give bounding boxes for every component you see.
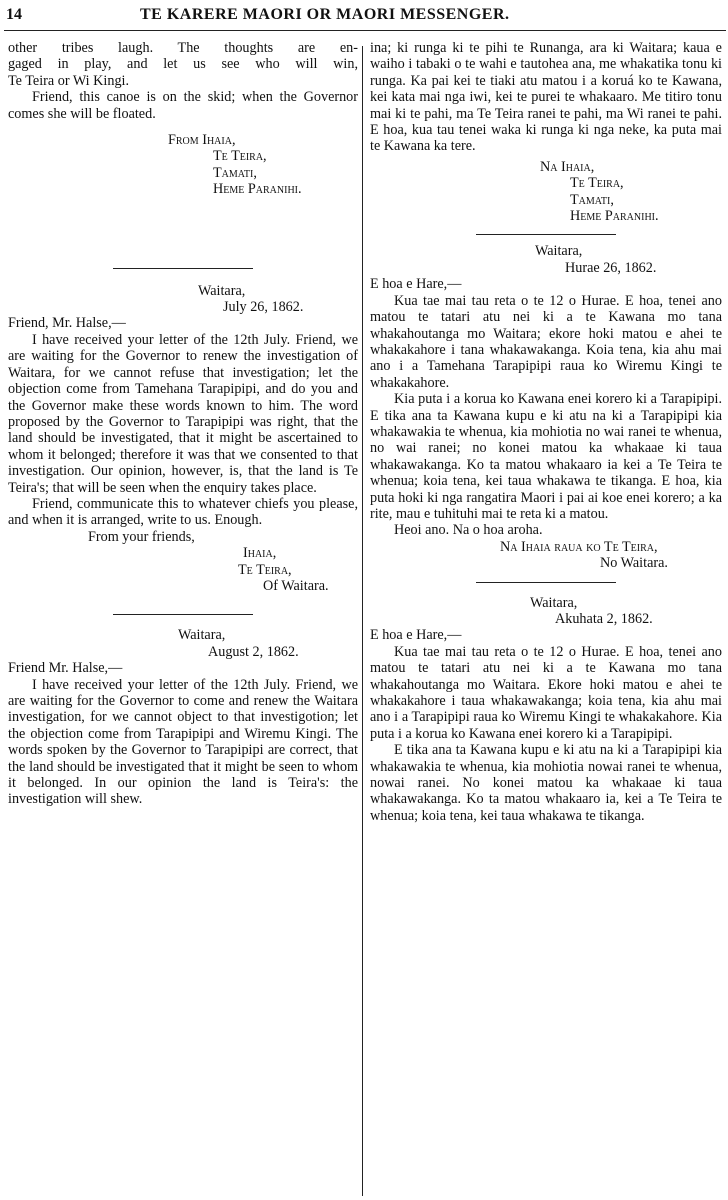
letter-place: Waitara, <box>535 243 583 260</box>
letter-body: Kia puta i a korua ko Kawana enei korero ki a Tarapipipi. E tika ana ta Kawana kupu e ki atu na ki a Tarapipipi kia whakawakia te whenua, kia mohiotia no wai ranei te whenua, no wai ranei; no konei matou ka whakaae ki taua whakawakanga. Ko ta matou whakaaro ia kei a Te Teira te whenua; koia tena, kei taua whakawa te tikanga. E hoa, kia puta hoki ki nga rangatira Maori i pai ai koe enei korero; a ka rite, mau e tuhituhi mai te reta ki a matou. <box>370 391 722 522</box>
letter-salutation: E hoa e Hare,— <box>370 276 462 293</box>
signature-name: Tamati, <box>213 164 257 181</box>
right-letter-1 <box>370 243 722 571</box>
signature-line: No Waitara. <box>600 555 668 572</box>
page-header <box>0 0 728 30</box>
letter-body: Kua tae mai tau reta o te 12 o Hurae. E hoa, tenei ano matou te tatari atu nei ki a te Kawana mo tana whakahoutanga mo Waitara. Ekore hoki matou e ahei te whakakahore i taua whakawakanga; koia tena, kia ahu mai ano i a Tarapipipi raua ko Wiremu Kingi te whakakahore. Kia puta i a korua ko Kawana enei korero ki a Tarapipipi. <box>370 643 722 742</box>
letter-body: Kua tae mai tau reta o te 12 o Hurae. E hoa, tenei ano matou te tatari atu nei ki a te Kawana mo tana whakahoutanga mo Waitara; ekore hoki matou e ahei te whakakahore i tana whakawakanga. Koia tena, kia ahu mai ano i a Tamehana Tarapipipi raua ko Wiremu Kingi te whakakahore. <box>370 292 722 391</box>
signature-name: Heme Paranihi. <box>570 208 659 225</box>
left-letter-2 <box>8 627 358 807</box>
signature-line: Na Ihaia raua ko Te Teira, <box>500 538 658 555</box>
letter-date: Akuhata 2, 1862. <box>555 611 653 627</box>
left-letter-1 <box>8 283 358 595</box>
signature-name: Te Teira, <box>238 561 292 578</box>
letter-date: August 2, 1862. <box>208 643 299 660</box>
section-rule <box>476 582 616 583</box>
letter-place: Waitara, <box>530 594 578 611</box>
letter-date: Hurae 26, 1862. <box>565 259 657 276</box>
left-intro-line-2: gaged in play, and let us see who will win, <box>8 56 358 73</box>
right-letter-2 <box>370 595 722 825</box>
signature-from: From Ihaia, <box>168 132 236 149</box>
column-divider <box>362 46 363 1196</box>
signature-name: Te Teira, <box>570 175 624 192</box>
signature-name: Tamati, <box>570 191 614 208</box>
signature-from: Na Ihaia, <box>540 158 595 175</box>
left-intro-line-1: other tribes laugh. The thoughts are en- <box>8 40 358 56</box>
letter-date: July 26, 1862. <box>223 299 304 316</box>
letter-salutation: Friend Mr. Halse,— <box>8 660 123 677</box>
section-rule <box>113 614 253 615</box>
letter-body: E tika ana ta Kawana kupu e ki atu na ki a Tarapipipi kia whakawakia te whenua, kia mohiotia nowai ranei te whenua, nowai ranei. No konei matou ka whakaae ki taua whakawakanga. Ko ta matou whakaaro ia, kei a Te Teira te whenua; koia tena, kei taua whakawa te tikanga. <box>370 742 722 824</box>
right-column <box>370 40 722 824</box>
running-title: TE KARERE MAORI OR MAORI MESSENGER. <box>140 6 510 23</box>
left-signature-1 <box>8 132 358 198</box>
header-rule <box>4 30 726 31</box>
left-intro-line-3: Te Teira or Wi Kingi. <box>8 72 130 89</box>
signature-name: Te Teira, <box>213 148 267 165</box>
left-intro-paragraph: Friend, this canoe is on the skid; when the Governor comes she will be floated. <box>8 89 358 122</box>
page-number: 14 <box>6 6 22 23</box>
right-intro-paragraph: ina; ki runga ki te pihi te Runanga, ara ki Waitara; kaua e waiho i tabaki o te wahi e tautohea ana, me whakatika tonu ki runga. Ka pai kei te tiaki atu matou i a koruá ko te Kawana, kei kata mai nga iwi, kei te purei te whakaaro. Me titiro tonu mai ki te pahi, ma Te Teira ranei te pahi, ma Wi ranei te pahi. E hoa, kua tau tenei waka ki runga ki nga neke, ka puta mai te Kawana ka tere. <box>370 40 722 155</box>
right-signature-1 <box>370 159 722 225</box>
letter-salutation: E hoa e Hare,— <box>370 627 462 644</box>
signature-name: Heme Paranihi. <box>213 181 302 198</box>
signature-name: Of Waitara. <box>263 577 329 594</box>
letter-body: Heoi ano. Na o hoa aroha. <box>394 522 543 539</box>
letter-body: I have received your letter of the 12th July. Friend, we are waiting for the Governor to come and renew the Waitara investigation, for we cannot object to that investigotion; let the objection come from Tarapipipi and Wiremu Kingi. The words spoken by the Governor to Tarapipipi are correct, that the land should be investigated that it might be seen to whom it belonged. In our opinion the land is Teira's: the investigation will shew. <box>8 676 358 808</box>
letter-salutation: Friend, Mr. Halse,— <box>8 315 126 332</box>
letter-body: Friend, communicate this to whatever chiefs you please, and when it is arranged, write to us. Enough. <box>8 495 358 529</box>
left-column <box>8 40 358 808</box>
letter-closing: From your friends, <box>88 528 195 545</box>
signature-name: Ihaia, <box>243 545 277 562</box>
section-rule <box>476 234 616 235</box>
letter-place: Waitara, <box>178 627 226 644</box>
section-rule <box>113 268 253 269</box>
letter-place: Waitara, <box>198 282 246 299</box>
letter-body: I have received your letter of the 12th July. Friend, we are waiting for the Governor to renew the investigation of Waitara, for we cannot refuse that investigation; let the objection come from Tamehana Tarapipipi, and do you and the Governor make these words known to him. The word proposed by the Governor to Tarapipipi was right, that the land should be investigated, that it might be ascertained to whom it belonged; therefore it was that we consented to that investigation. Our opinion, however, is, that the land is Te Teira's; that will be seen when the enquiry takes place. <box>8 331 358 496</box>
